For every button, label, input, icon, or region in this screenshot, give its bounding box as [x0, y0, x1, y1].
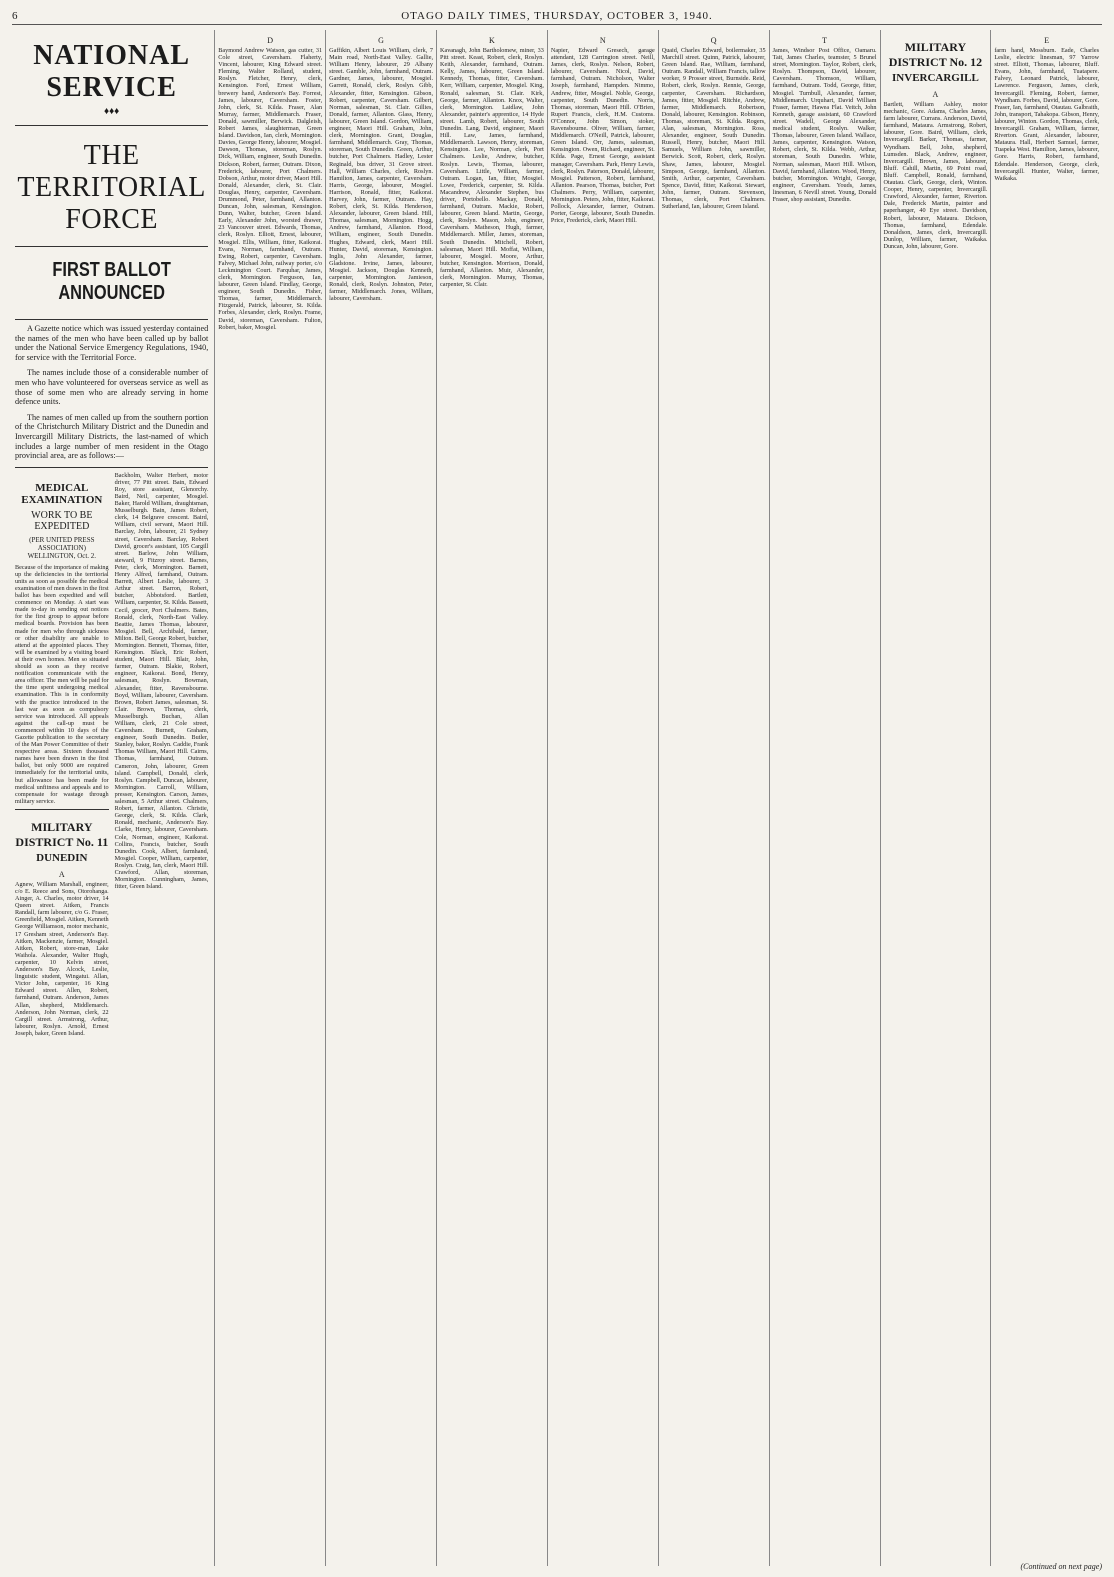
newspaper-page [12, 8, 1102, 1568]
medical-subheading: WORK TO BE EXPEDITED [31, 509, 93, 532]
names-list: Baymond Andrew Watson, gas cutter, 31 Cole street, Caversham. Flaherty, Vincent, labourer, King Edward street. Fleming, Walter Rolland, student, Roslyn. Fletcher, Henry, clerk, Kensington. Ford, Ernest William, brewery hand, Anderson's Bay. Forrest, James, labourer, Caversham. Foster, John, clerk, St. Kilda. Fraser, Alan Murray, farmer, Middlemarch. Fraser, Donald, sawmiller, Berwick. Dalgleish, Robert James, slaughterman, Green Island. Davidson, Ian, clerk, Mornington. Davies, George Henry, labourer, Mosgiel. Dawson, Thomas, storeman, Roslyn. Dick, William, engineer, South Dunedin. Dickson, Robert, farmer, Outram. Dixon, Frederick, labourer, Port Chalmers. Dobson, Arthur, motor driver, Maori Hill. Donald, Alexander, clerk, St. Clair. Douglas, Henry, carpenter, Caversham. Drummond, Peter, farmhand, Allanton. Duncan, John, salesman, Kensington. Dunn, Walter, butcher, Green Island. Early, Alexander John, worsted drawer, 23 Vancouver street. Edwards, Thomas, clerk, Roslyn. Elliott, Ernest, labourer, Mosgiel. Ellis, William, fitter, Kaikorai. Evans, Norman, farmhand, Outram. Ewing, Robert, carpenter, Caversham. Falvey, Michael John, railway porter, c/o Leckmington Court. Farquhar, James, clerk, Mornington. Ferguson, Ian, labourer, Green Island. Findlay, George, engineer, South Dunedin. Fisher, Thomas, farmer, Middlemarch. Fitzgerald, Patrick, labourer, St. Kilda. Forbes, Alexander, clerk, Roslyn. Frame, David, storeman, Caversham. Fulton, Robert, baker, Mosgiel. [218, 47, 323, 331]
intro-paragraph: A Gazette notice which was issued yesterday contained the names of the men who have been called up by ballot under the National Service Emergency Regulations, 1940, for service with the Territorial Force. [15, 324, 209, 362]
names-list: James, Windsor Post Office, Oamaru. Tait, James Charles, teamster, 5 Brunel street, Mornington. Taylor, Robert, clerk, Roslyn. Thompson, David, labourer, Caversham. Thomson, William, farmhand, Outram. Todd, George, fitter, Mosgiel. Turnbull, Alexander, farmer, Middlemarch. Urquhart, David William Fraser, farmer, Hawea Flat. Veitch, John Kenneth, garage assistant, 60 Crawford street. Wadell, George Alexander, medical student, Roslyn. Walker, Thomas, labourer, Green Island. Wallace, James, carpenter, Kensington. Watson, Robert, clerk, St. Kilda. Webb, Arthur, storeman, South Dunedin. White, Norman, salesman, Maori Hill. Wilson, David, farmhand, Allanton. Wood, Henry, butcher, Mornington. Wright, George, engineer, Caversham. Youds, James, linesman, 6 Nevill street. Young, Donald Fraser, shop assistant, Dunedin. [772, 47, 877, 203]
lead-column [12, 30, 215, 1566]
names-column [770, 30, 881, 1566]
letter-divider: E [1044, 36, 1050, 45]
names-list: Gaffikin, Albert Louis William, clerk, 7 Main road, North-East Valley. Gallie, William Henry, labourer, 29 Albany street. Gamble, John, farmhand, Outram. Gardner, James, labourer, Mosgiel. Garrett, Ronald, clerk, Roslyn. Gibb, Alexander, fitter, Kensington. Gibson, Robert, carpenter, Caversham. Gilbert, Norman, salesman, St. Clair. Gillies, Donald, farmer, Allanton. Glass, Henry, labourer, Green Island. Gordon, William, engineer, Maori Hill. Graham, John, clerk, Mornington. Grant, Douglas, farmhand, Middlemarch. Gray, Thomas, storeman, South Dunedin. Green, Arthur, butcher, Port Chalmers. Hadley, Lester Reginald, bus driver, 31 Grove street. Hall, William Charles, clerk, Roslyn. Hamilton, James, carpenter, Caversham. Harris, George, labourer, Mosgiel. Harrison, Ronald, fitter, Kaikorai. Harvey, John, farmer, Outram. Hay, Robert, clerk, St. Kilda. Henderson, Alexander, labourer, Green Island. Hill, Thomas, salesman, Mornington. Hogg, Andrew, farmhand, Allanton. Hood, William, engineer, South Dunedin. Hughes, Edward, clerk, Maori Hill. Hunter, David, storeman, Kensington. Inglis, John Alexander, farmer, Gladstone. Irvine, James, labourer, Mosgiel. Jackson, Douglas Kenneth, carpenter, Mornington. Jamieson, Ronald, clerk, Roslyn. Johnston, Peter, farmer, Middlemarch. Jones, William, labourer, Caversham. [329, 47, 433, 303]
letter-divider: D [267, 36, 274, 45]
district-12-heading: MILITARY DISTRICT No. 12 [888, 40, 983, 69]
headline-national-service: NATIONAL SERVICE [33, 40, 191, 103]
rule [15, 319, 208, 320]
names-column [659, 30, 770, 1566]
letter-divider: G [378, 36, 384, 45]
columns [12, 30, 1102, 1566]
masthead [12, 8, 1102, 25]
names-column [548, 30, 659, 1566]
medical-heading: MEDICAL EXAMINATION [21, 481, 103, 506]
headline-first-ballot: FIRST BALLOT ANNOUNCED [52, 259, 171, 304]
rule [15, 467, 208, 468]
names-column [215, 30, 326, 1566]
medical-article-text: Because of the importance of making up the deficiencies in the territorial units as soon as possible the medical examination of men drawn in the first ballot has been expedited and will commence on Monday. A start was made to-day in sending out notices for the first group to appear before medical boards. Provision has been made for men who through sickness or other disability are unable to attend at the appointed places. They will be examined by a visiting board at their own homes. Men so situated should as soon as they receive notification communicate with the area officer. The men will be paid for the time spent undergoing medical examination. This is in conformity with the practice introduced in the last war as soon as compulsory service was introduced. All appeals against the call-up must be commenced within 10 days of the Gazette publication to the secretary of the Man Power Committee of their respective areas. Sixteen thousand names have been drawn in the first ballot, but only 9000 are required immediately for the territorial units, but allowance has been made for medical unfitness and appeals and to compensate for wastage through military service. [15, 563, 109, 805]
names-list: Bartlett, William Ashley, motor mechanic, Gore. Adams, Charles James, farm labourer, Currans. Anderson, David, farmhand, Mataura. Armstrong, Robert, labourer, Gore. Baird, William, clerk, Invercargill. Barker, Thomas, farmer, Wyndham. Bell, John, shepherd, Lumsden. Black, Andrew, engineer, Invercargill. Brown, James, labourer, Bluff. Cahill, Martin, 69 Point road, Bluff. Campbell, Ronald, farmhand, Otautau. Clark, George, clerk, Winton. Cooper, Henry, carpenter, Invercargill. Crawford, Alexander, farmer, Riverton. Dale, Frederick Martin, painter and paperhanger, 40 Eye street. Davidson, Robert, labourer, Mataura. Dickson, Thomas, farmhand, Edendale. Donaldson, James, clerk, Invercargill. Dunlop, William, farmer, Waikaka. Duncan, John, labourer, Gore. [883, 101, 988, 250]
rule [15, 125, 208, 126]
intro-paragraph: The names of men called up from the southern portion of the Christchurch Military District and the Dunedin and Invercargill Military Districts, the last-named of which includes a large number of men resident in the Otago provincial area, are as follows:— [15, 412, 209, 461]
letter-divider: T [822, 36, 827, 45]
letter-divider: A [58, 869, 65, 879]
letter-divider: N [599, 36, 606, 45]
continued-note: (Continued on next page) [1020, 1562, 1102, 1571]
names-list: Agnew, William Marshall, engineer, c/o E. Reece and Sons, Otorohanga. Ainger, A. Charles, motor driver, 14 Queen street. Aitken, Francis Randall, farm labourer, c/o G. Fraser, Greenfield, Mosgiel. Aitken, Kenneth George Williamson, motor mechanic, 17 Gresham street, Anderson's Bay. Aitken, Mackenzie, farmer, Mosgiel. Aitken, Robert, store-man, Lake Waihola. Alexander, Walter Hugh, carpenter, 10 Kelvin street, Anderson's Bay. Alcock, Leslie, linguistic student, Wingatui. Allan, Victor John, carpenter, 16 King Edward street. Allen, Robert, farmhand, Outram. Anderson, James Allan, shepherd, Middlemarch. Anderson, John Norman, clerk, 22 Cargill street. Armstrong, Arthur, labourer, Roslyn. Arnold, Ernest Joseph, baker, Green Island. [15, 880, 109, 1037]
rule [15, 809, 109, 810]
ornament: ♦♦♦ [103, 106, 120, 117]
district-12-place: INVERCARGILL [892, 72, 979, 84]
intro-paragraph: The names include those of a considerable number of men who have volunteered for overseas service as well as those of some men who are already serving in home defence units. [15, 368, 209, 407]
byline: (PER UNITED PRESS ASSOCIATION) WELLINGTON, Oct. 2. [27, 535, 97, 560]
letter-divider: Q [710, 36, 717, 45]
names-list: Napier, Edward Gresech, garage attendant, 128 Carrington street. Neill, James, clerk, Roslyn. Nelson, Robert, labourer, Caversham. Nicol, David, farmhand, Outram. Nicholson, Walter Joseph, farmhand, Hampden. Nimmo, Andrew, fitter, Mosgiel. Noble, George, carpenter, South Dunedin. Norris, Thomas, storeman, Maori Hill. O'Brien, Rupert Francis, clerk, H.M. Customs. O'Connor, John Simon, stoker, Ravensbourne. Oliver, William, farmer, Middlemarch. O'Neill, Patrick, labourer, Green Island. Orr, James, salesman, Kensington. Owen, Richard, engineer, St. Kilda. Page, Ernest George, assistant manager, Caversham. Park, Henry Lewis, clerk, Roslyn. Paterson, Donald, labourer, Mosgiel. Patterson, Robert, farmhand, Allanton. Pearson, Thomas, butcher, Port Chalmers. Perry, William, carpenter, Mornington. Peters, John, fitter, Kaikorai. Pollock, Alexander, farmer, Outram. Porter, George, labourer, South Dunedin. Price, Frederick, clerk, Maori Hill. [550, 47, 655, 225]
names-column [881, 30, 992, 1566]
names-column [326, 30, 437, 1566]
letter-divider: A [932, 90, 939, 99]
district-11-place: DUNEDIN [36, 851, 88, 864]
running-header: OTAGO DAILY TIMES, THURSDAY, OCTOBER 3, 1940. [401, 10, 713, 22]
names-column [437, 30, 548, 1566]
rule [15, 246, 208, 247]
names-list: Kavanagh, John Bartholomew, miner, 33 Pitt street. Keast, Robert, clerk, Roslyn. Keith, Alexander, farmhand, Outram. Kelly, James, labourer, Green Island. Kennedy, Thomas, fitter, Caversham. Kerr, William, carpenter, Mosgiel. King, Ronald, salesman, St. Clair. Kirk, George, farmer, Allanton. Knox, Walter, clerk, Mornington. Laidlaw, John Alexander, painter's apprentice, 14 Hyde street. Lamb, Robert, labourer, South Dunedin. Lang, David, engineer, Maori Hill. Law, James, farmhand, Middlemarch. Lawson, Henry, storeman, Kensington. Lee, Norman, clerk, Port Chalmers. Leslie, Andrew, butcher, Roslyn. Lewis, Thomas, labourer, Caversham. Little, William, farmer, Outram. Logan, Ian, fitter, Mosgiel. Lowe, Frederick, carpenter, St. Kilda. Macandrew, Alexander Stephen, bus driver, Portobello. Mackay, Donald, farmhand, Outram. Mackie, Robert, labourer, Green Island. Martin, George, clerk, Roslyn. Mason, John, engineer, Caversham. Matheson, Hugh, farmer, Middlemarch. Miller, James, storeman, South Dunedin. Mitchell, Robert, salesman, Maori Hill. Moffat, William, labourer, Mosgiel. Moore, Arthur, butcher, Kensington. Morrison, Donald, farmhand, Allanton. Muir, Alexander, clerk, Mornington. Murray, Thomas, carpenter, St. Clair. [440, 47, 544, 289]
page-number: 6 [12, 10, 18, 22]
names-list: farm hand, Mossburn. Eade, Charles Leslie, electric linesman, 97 Yarrow street. Elliott, Thomas, labourer, Bluff. Evans, John, farmhand, Tuatapere. Falvey, Leonard Patrick, labourer, Lawrence. Ferguson, James, clerk, Invercargill. Fleming, Robert, farmer, Wyndham. Forbes, David, labourer, Gore. Fraser, Ian, farmhand, Otautau. Galbraith, John, transport, Tahakopa. Gibson, Henry, labourer, Winton. Gordon, Thomas, clerk, Invercargill. Graham, William, farmer, Riverton. Grant, Alexander, labourer, Mataura. Hall, Herbert Samuel, farmer, Tuapeka West. Hamilton, James, labourer, Gore. Harris, Robert, farmhand, Edendale. Henderson, George, clerk, Invercargill. Hunter, Walter, farmer, Waikaka. [994, 47, 1100, 182]
district-11-heading: MILITARY DISTRICT No. 11 [15, 819, 109, 849]
names-list: Quaid, Charles Edward, boilermaker, 35 Marchill street. Quinn, Patrick, labourer, Green Island. Rae, William, farmhand, Outram. Randall, William Francis, tallow worker, 9 Prosser street, Burnside. Reid, Robert, clerk, Roslyn. Rennie, George, carpenter, Caversham. Richardson, James, fitter, Mosgiel. Ritchie, Andrew, farmer, Middlemarch. Robertson, Donald, labourer, Kensington. Robinson, Thomas, storeman, St. Kilda. Rogers, Alan, salesman, Mornington. Ross, Alexander, engineer, South Dunedin. Russell, Henry, butcher, Maori Hill. Samuels, William John, sawmiller, Berwick. Scott, Robert, clerk, Roslyn. Shaw, James, labourer, Mosgiel. Simpson, George, farmhand, Allanton. Smith, Arthur, carpenter, Caversham. Spence, David, fitter, Kaikorai. Stewart, John, farmer, Outram. Stevenson, Thomas, clerk, Port Chalmers. Sutherland, Ian, labourer, Green Island. [661, 47, 766, 211]
names-column [991, 30, 1102, 1566]
letter-divider: K [489, 36, 495, 45]
headline-territorial-force: THE TERRITORIAL FORCE [17, 140, 206, 235]
names-list: Backholm, Walter Herbert, motor driver, 77 Pitt street. Bain, Edward Roy, store assistant, Glenorchy. Baird, Neil, carpenter, Mosgiel. Baker, Harold William, draughtsman, Musselburgh. Bain, James Robert, clerk, 14 Belgrave crescent. Baird, William, civil servant, Maori Hill. Barclay, John, labourer, 21 Sydney street, Caversham. Barclay, Robert David, grocer's assistant, 105 Cargill street. Barlow, John William, steward, 9 Fitzroy street. Barnes, Peter, clerk, Mornington. Barnett, Henry Alfred, farmhand, Outram. Barrett, Albert Leslie, labourer, 3 Arthur street. Barron, Robert, butcher, Abbotsford. Bartlett, William, carpenter, St. Kilda. Bassett, Cecil, grocer, Port Chalmers. Bates, Ronald, clerk, North-East Valley. Beattie, James Thomas, labourer, Mosgiel. Bell, Archibald, farmer, Milton. Bell, George Robert, butcher, Mornington. Bennett, Thomas, fitter, Kensington. Black, Eric Robert, student, Maori Hill. Blair, John, farmer, Outram. Blakie, Robert, engineer, Kaikorai. Bond, Henry, salesman, Roslyn. Bowman, Alexander, fitter, Ravensbourne. Boyd, William, labourer, Caversham. Brown, Robert James, salesman, St. Clair. Brown, Thomas, clerk, Musselburgh. Buchan, Allan William, clerk, 21 Cole street, Caversham. Burnett, Graham, engineer, South Dunedin. Butler, Stanley, baker, Roslyn. Caddie, Frank Thomas William, Maori Hill. Cairns, Thomas, farmhand, Outram. Cameron, John, labourer, Green Island. Campbell, Donald, clerk, Roslyn. Campbell, Duncan, labourer, Mornington. Carroll, William, presser, Kensington. Carson, James, salesman, 5 Arthur street. Chalmers, Robert, farmer, Allanton. Christie, George, clerk, St. Kilda. Clark, Ronald, mechanic, Anderson's Bay. Clarke, Henry, labourer, Caversham. Cole, Norman, engineer, Kaikorai. Collins, Francis, butcher, South Dunedin. Cook, Albert, farmhand, Mosgiel. Cooper, William, carpenter, Roslyn. Craig, Ian, clerk, Maori Hill. Crawford, Allan, storeman, Mornington. Cunningham, James, fitter, Green Island. [114, 471, 209, 891]
